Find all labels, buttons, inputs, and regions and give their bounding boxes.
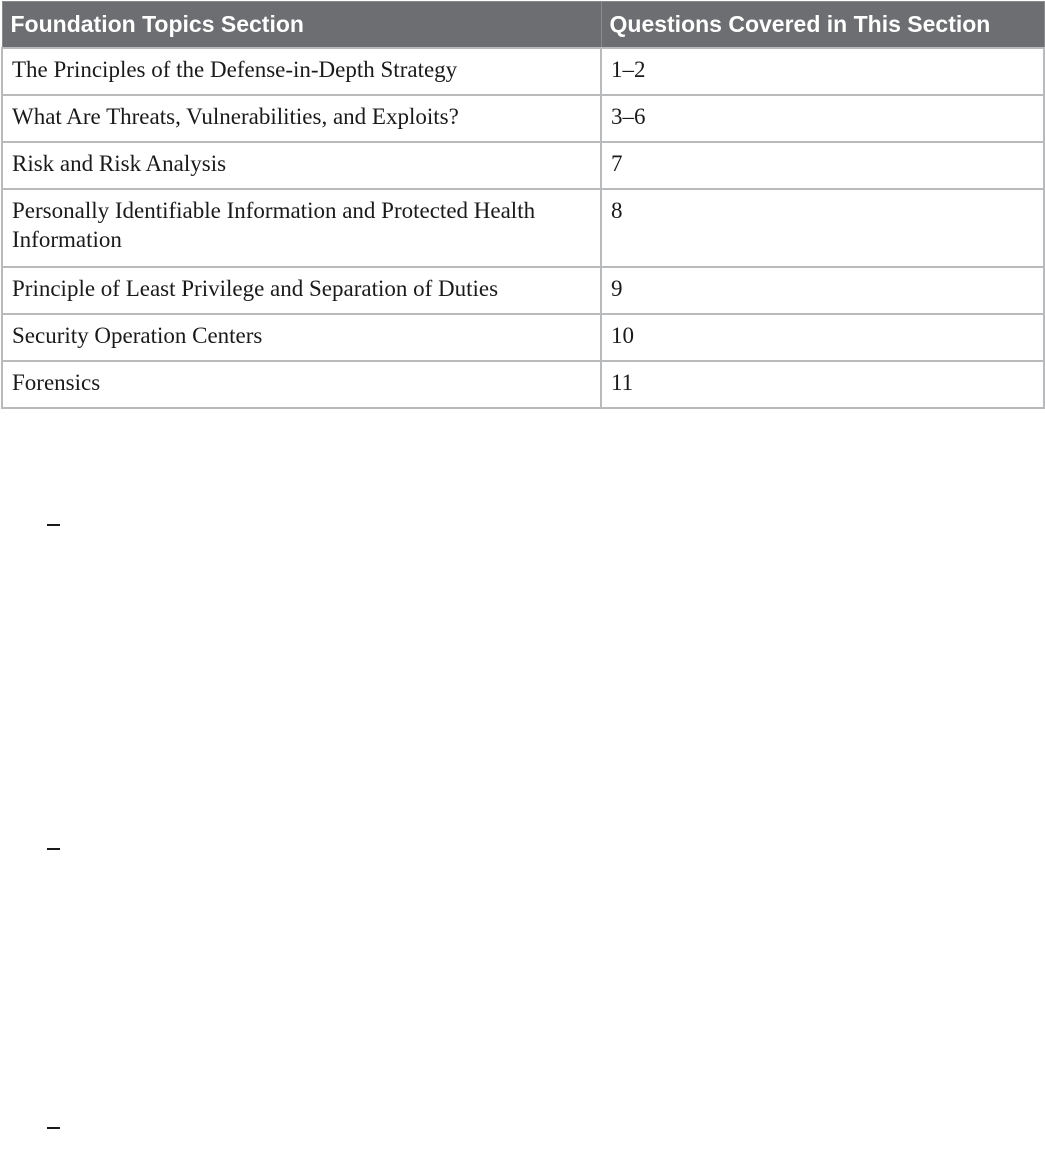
- table-row: [2, 48, 1044, 95]
- section-cell: Forensics: [2, 361, 601, 408]
- section-cell: The Principles of the Defense-in-Depth Strategy: [2, 48, 601, 95]
- questions-cell: 7: [601, 142, 1044, 189]
- questions-cell: 1–2: [601, 48, 1044, 95]
- section-cell: Risk and Risk Analysis: [2, 142, 601, 189]
- section-cell: Principle of Least Privilege and Separation of Duties: [2, 267, 601, 314]
- table-header-row: [2, 2, 1044, 49]
- questions-cell: 8: [601, 189, 1044, 267]
- questions-cell: 11: [601, 361, 1044, 408]
- section-cell: Security Operation Centers: [2, 314, 601, 361]
- table-row: [2, 189, 1044, 267]
- section-cell: Personally Identifiable Information and Protected Health Information: [2, 189, 601, 267]
- answer-blank-line: [47, 1127, 60, 1129]
- questions-cell: 10: [601, 314, 1044, 361]
- header-foundation-topics: Foundation Topics Section: [2, 2, 601, 49]
- answer-blank-line: [47, 848, 60, 850]
- table-row: [2, 95, 1044, 142]
- header-questions-covered: Questions Covered in This Section: [601, 2, 1044, 49]
- table-row: [2, 361, 1044, 408]
- questions-cell: 3–6: [601, 95, 1044, 142]
- table-row: [2, 314, 1044, 361]
- section-cell: What Are Threats, Vulnerabilities, and Exploits?: [2, 95, 601, 142]
- foundation-topics-table: [1, 1, 1045, 409]
- table-row: [2, 142, 1044, 189]
- table-row: [2, 267, 1044, 314]
- answer-blank-line: [47, 524, 60, 526]
- questions-cell: 9: [601, 267, 1044, 314]
